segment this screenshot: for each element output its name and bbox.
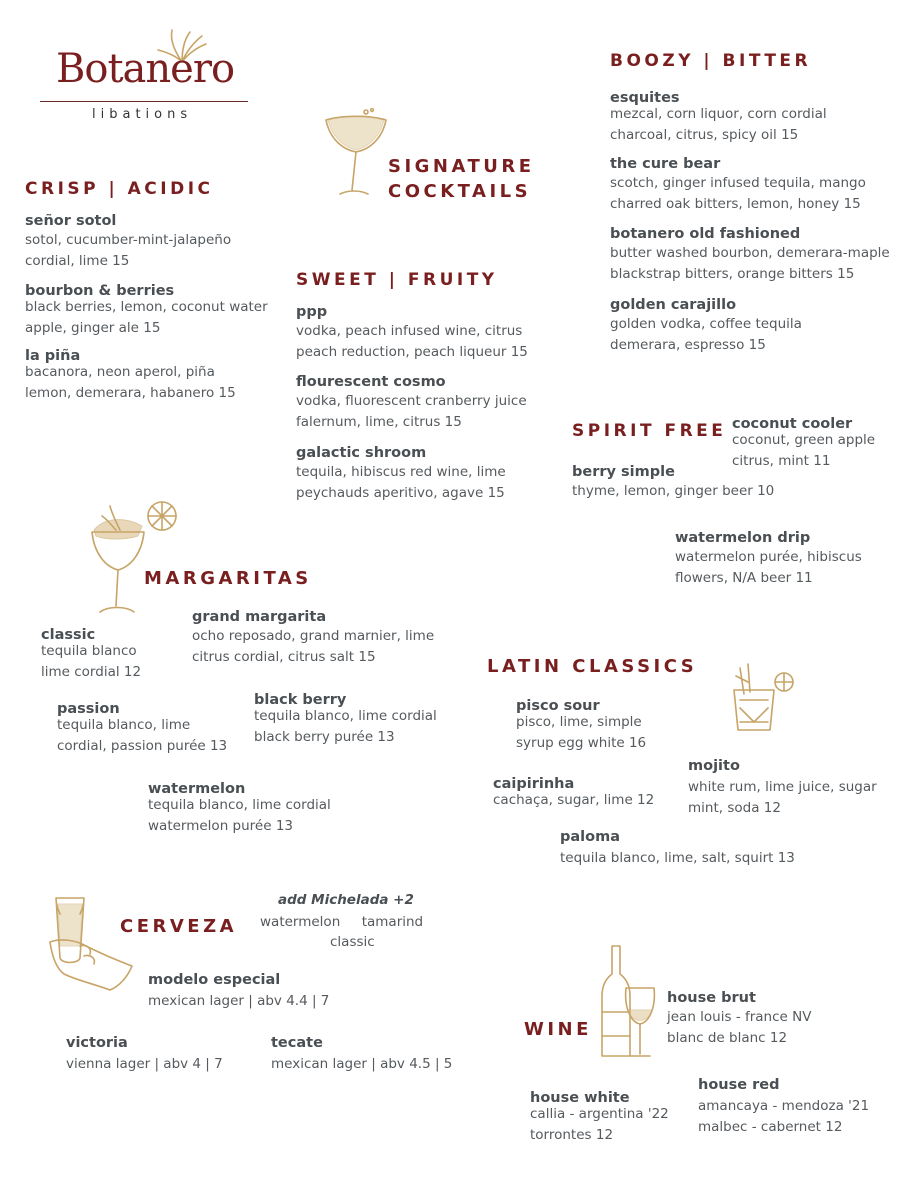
michelada-title: add Michelada +2 — [278, 892, 414, 908]
michelada-options-2: classic — [330, 934, 375, 950]
menu-item — [148, 971, 329, 1012]
item-desc: scotch, ginger infused tequila, mango — [610, 175, 866, 191]
item-desc: flowers, N/A beer 11 — [675, 569, 813, 586]
menu-item — [41, 626, 141, 682]
signature-title-line2: COCKTAILS — [388, 181, 532, 202]
item-name: house brut — [667, 990, 756, 1006]
item-name: victoria — [66, 1035, 128, 1051]
section-title-spirit-free: SPIRIT FREE — [572, 421, 727, 441]
menu-item — [698, 1076, 869, 1137]
item-desc: citrus, mint 11 — [732, 452, 831, 469]
item-name: galactic shroom — [296, 445, 427, 461]
menu-item — [66, 1034, 223, 1075]
menu-item — [271, 1034, 452, 1075]
menu-item — [610, 225, 890, 284]
item-desc: tequila blanco, lime cordial — [148, 797, 331, 813]
menu-item — [610, 296, 802, 355]
menu-item — [25, 212, 231, 271]
menu-item — [254, 691, 437, 747]
section-title-crisp: CRISP | ACIDIC — [25, 179, 214, 199]
menu-item — [675, 529, 862, 588]
section-title-wine: WINE — [524, 1019, 592, 1040]
wine-bottle-glass-icon — [598, 944, 658, 1062]
section-title-latin: LATIN CLASSICS — [487, 656, 698, 677]
item-desc: watermelon purée 13 — [148, 817, 293, 834]
item-desc: syrup egg white 16 — [516, 734, 647, 751]
item-desc: cordial, lime 15 — [25, 252, 130, 269]
item-name: ppp — [296, 304, 328, 320]
menu-item — [516, 697, 646, 753]
item-desc: vodka, fluorescent cranberry juice — [296, 393, 527, 409]
item-name: black berry — [254, 692, 347, 708]
item-name: flourescent cosmo — [296, 374, 446, 390]
item-desc: callia - argentina '22 — [530, 1106, 669, 1122]
margarita-glass-icon — [80, 496, 180, 620]
item-name: caipirinha — [493, 776, 575, 792]
brand-tagline: libations — [92, 107, 193, 122]
menu-item — [560, 828, 795, 869]
signature-title-line1: SIGNATURE — [388, 156, 535, 177]
menu-item — [296, 444, 506, 503]
section-title-margaritas: MARGARITAS — [144, 568, 312, 589]
menu-item — [25, 347, 236, 403]
menu-item — [493, 775, 654, 811]
menu-item — [530, 1089, 669, 1145]
item-desc: tequila blanco, lime — [57, 717, 191, 733]
item-name: botanero old fashioned — [610, 226, 801, 242]
coupe-glass-icon — [322, 108, 392, 200]
item-desc: malbec - cabernet 12 — [698, 1118, 843, 1135]
brand-name: Botanero — [56, 46, 235, 92]
item-desc: peychauds aperitivo, agave 15 — [296, 484, 505, 501]
item-desc: amancaya - mendoza '21 — [698, 1098, 870, 1114]
menu-item — [610, 155, 866, 214]
menu-item — [25, 282, 268, 338]
menu-item — [148, 780, 331, 836]
menu-item — [572, 463, 774, 502]
item-name: grand margarita — [192, 609, 327, 625]
item-name: passion — [57, 701, 120, 717]
item-name: modelo especial — [148, 972, 281, 988]
item-name: watermelon drip — [675, 530, 811, 546]
item-desc: lime cordial 12 — [41, 663, 142, 680]
item-desc: vienna lager | abv 4 | 7 — [66, 1056, 223, 1072]
item-desc: butter washed bourbon, demerara-maple — [610, 245, 890, 261]
michelada-options: watermelon tamarind — [260, 914, 424, 930]
item-desc: bacanora, neon aperol, piña — [25, 364, 215, 380]
item-desc: blackstrap bitters, orange bitters 15 — [610, 265, 855, 282]
item-desc: charred oak bitters, lemon, honey 15 — [610, 195, 861, 212]
menu-item — [192, 608, 434, 667]
menu-item — [610, 89, 827, 145]
item-desc: cachaça, sugar, lime 12 — [493, 792, 655, 808]
item-desc: mexican lager | abv 4.5 | 5 — [271, 1056, 453, 1072]
section-title-boozy: BOOZY | BITTER — [610, 51, 812, 71]
menu-item — [667, 989, 811, 1048]
item-desc: coconut, green apple — [732, 432, 876, 448]
menu-item — [296, 373, 527, 432]
item-desc: mint, soda 12 — [688, 799, 781, 816]
beer-glass-hand-icon — [46, 894, 138, 994]
item-desc: sotol, cucumber-mint-jalapeño — [25, 232, 232, 248]
item-name: bourbon & berries — [25, 283, 175, 299]
item-desc: tequila blanco — [41, 643, 137, 659]
section-title-sweet: SWEET | FRUITY — [296, 270, 498, 290]
item-name: pisco sour — [516, 698, 600, 714]
item-desc: citrus cordial, citrus salt 15 — [192, 648, 376, 665]
section-title-cerveza: CERVEZA — [120, 916, 238, 937]
item-desc: black berries, lemon, coconut water — [25, 299, 268, 315]
item-name: golden carajillo — [610, 297, 737, 313]
item-desc: blanc de blanc 12 — [667, 1029, 788, 1046]
item-desc: torrontes 12 — [530, 1126, 614, 1143]
item-name: berry simple — [572, 464, 675, 480]
item-desc: white rum, lime juice, sugar — [688, 779, 877, 795]
item-desc: apple, ginger ale 15 — [25, 319, 161, 336]
item-name: esquites — [610, 90, 680, 106]
item-desc: tequila blanco, lime, salt, squirt 13 — [560, 850, 795, 866]
item-name: coconut cooler — [732, 416, 853, 432]
item-desc: golden vodka, coffee tequila — [610, 316, 802, 332]
item-name: house red — [698, 1077, 780, 1093]
logo-rule — [40, 101, 248, 102]
item-desc: thyme, lemon, ginger beer 10 — [572, 483, 775, 499]
logo — [40, 28, 250, 128]
item-desc: black berry purée 13 — [254, 728, 395, 745]
item-desc: charcoal, citrus, spicy oil 15 — [610, 126, 799, 143]
item-desc: ocho reposado, grand marnier, lime — [192, 628, 435, 644]
item-desc: mexican lager | abv 4.4 | 7 — [148, 993, 330, 1009]
item-name: la piña — [25, 348, 81, 364]
item-desc: cordial, passion purée 13 — [57, 737, 228, 754]
rocks-glass-icon — [726, 660, 798, 734]
item-desc: tequila, hibiscus red wine, lime — [296, 464, 506, 480]
item-name: señor sotol — [25, 213, 117, 229]
item-name: house white — [530, 1090, 630, 1106]
item-desc: tequila blanco, lime cordial — [254, 708, 437, 724]
item-desc: pisco, lime, simple — [516, 714, 642, 730]
item-desc: demerara, espresso 15 — [610, 336, 766, 353]
item-desc: lemon, demerara, habanero 15 — [25, 384, 236, 401]
item-name: classic — [41, 627, 96, 643]
item-desc: falernum, lime, citrus 15 — [296, 413, 462, 430]
menu-item — [296, 303, 528, 362]
item-name: watermelon — [148, 781, 246, 797]
item-name: mojito — [688, 758, 740, 774]
item-desc: watermelon purée, hibiscus — [675, 549, 862, 565]
item-desc: vodka, peach infused wine, citrus — [296, 323, 523, 339]
item-desc: peach reduction, peach liqueur 15 — [296, 343, 528, 360]
menu-item — [57, 700, 227, 756]
item-desc: jean louis - france NV — [667, 1009, 812, 1025]
item-name: paloma — [560, 829, 620, 845]
menu-item — [688, 757, 877, 818]
item-desc: mezcal, corn liquor, corn cordial — [610, 106, 827, 122]
item-name: the cure bear — [610, 156, 721, 172]
item-name: tecate — [271, 1035, 323, 1051]
